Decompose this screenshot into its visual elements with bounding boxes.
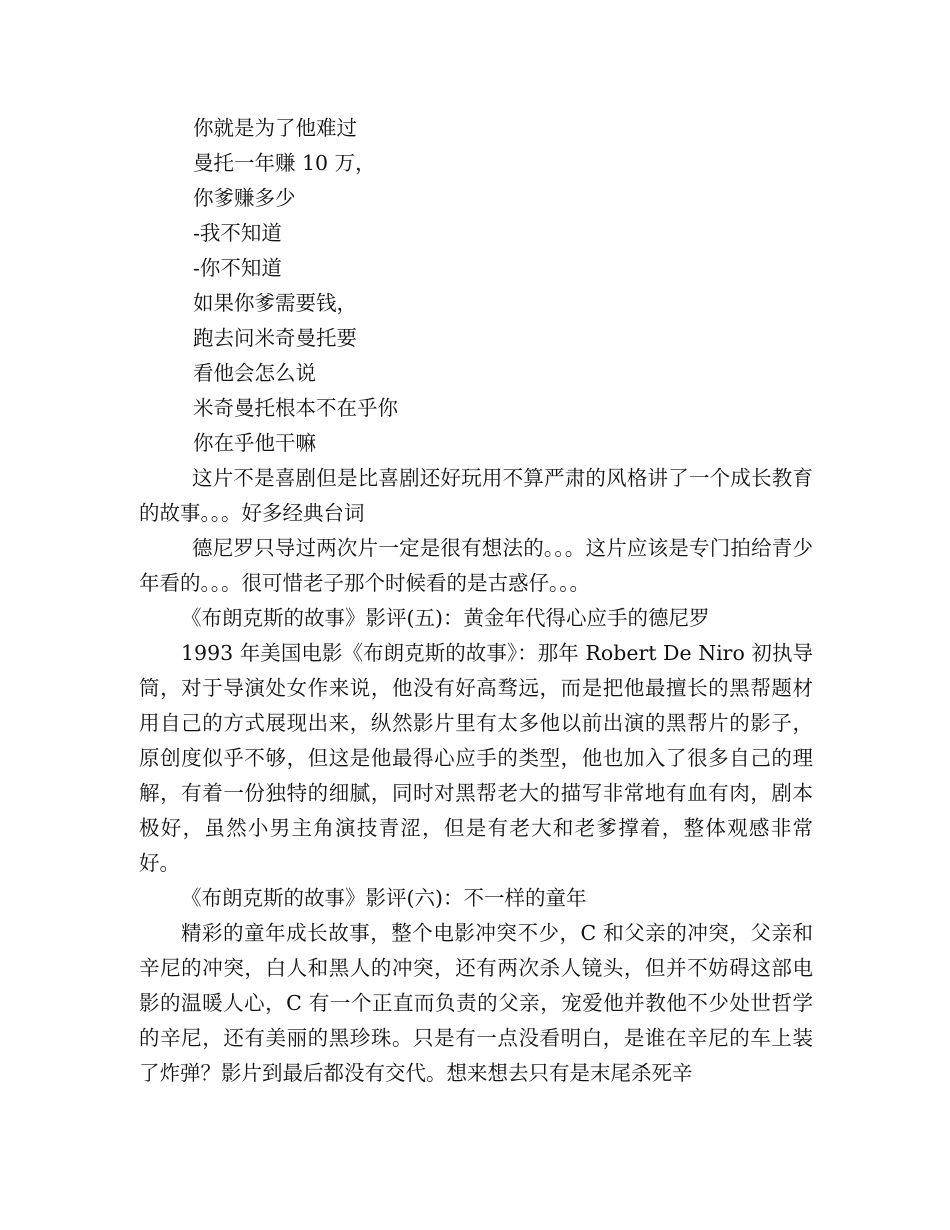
dialogue-line: -你不知道	[193, 256, 282, 280]
dialogue-line: 曼托一年赚 10 万，	[193, 151, 376, 175]
dialogue-line: 跑去问米奇曼托要	[193, 326, 357, 350]
comment-paragraph-1: 这片不是喜剧但是比喜剧还好玩用不算严肃的风格讲了一个成长教育的故事。。。好多经典台词	[139, 466, 813, 525]
dialogue-line: -我不知道	[193, 221, 282, 245]
dialogue-line: 你爹赚多少	[193, 186, 296, 210]
dialogue-line: 如果你爹需要钱，	[193, 291, 357, 315]
dialogue-line: 你在乎他干嘛	[193, 431, 316, 455]
dialogue-line: 你就是为了他难过	[193, 116, 357, 140]
review-heading-5: 《布朗克斯的故事》影评(五)：黄金年代得心应手的德尼罗	[181, 606, 710, 630]
review-paragraph-6: 精彩的童年成长故事，整个电影冲突不少，C 和父亲的冲突，父亲和辛尼的冲突，白人和黑人的冲突，还有两次杀人镜头，但并不妨碍这部电影的温暖人心，C 有一个正直而负责的父亲，宠爱他并教他不少处世哲学的辛尼，还有美丽的黑珍珠。只是有一点没看明白，是谁在辛尼的车上装了炸弹？影片到最后都没有交代。想来想去只有是末尾杀死辛	[139, 921, 813, 1085]
document-body	[139, 111, 813, 1091]
dialogue-line: 看他会怎么说	[193, 361, 316, 385]
review-heading-6: 《布朗克斯的故事》影评(六)：不一样的童年	[181, 886, 587, 910]
comment-paragraph-2: 德尼罗只导过两次片一定是很有想法的。。。这片应该是专门拍给青少年看的。。。很可惜老子那个时候看的是古惑仔。。。	[139, 536, 813, 595]
dialogue-line: 米奇曼托根本不在乎你	[193, 396, 398, 420]
review-paragraph-5: 1993 年美国电影《布朗克斯的故事》：那年 Robert De Niro 初执导筒，对于导演处女作来说，他没有好高骛远，而是把他最擅长的黑帮题材用自己的方式展现出来，纵然影片里有太多他以前出演的黑帮片的影子，原创度似乎不够，但这是他最得心应手的类型，他也加入了很多自己的理解，有着一份独特的细腻，同时对黑帮老大的描写非常地有血有肉，剧本极好，虽然小男主角演技青涩，但是有老大和老爹撑着，整体观感非常好。	[139, 641, 813, 875]
